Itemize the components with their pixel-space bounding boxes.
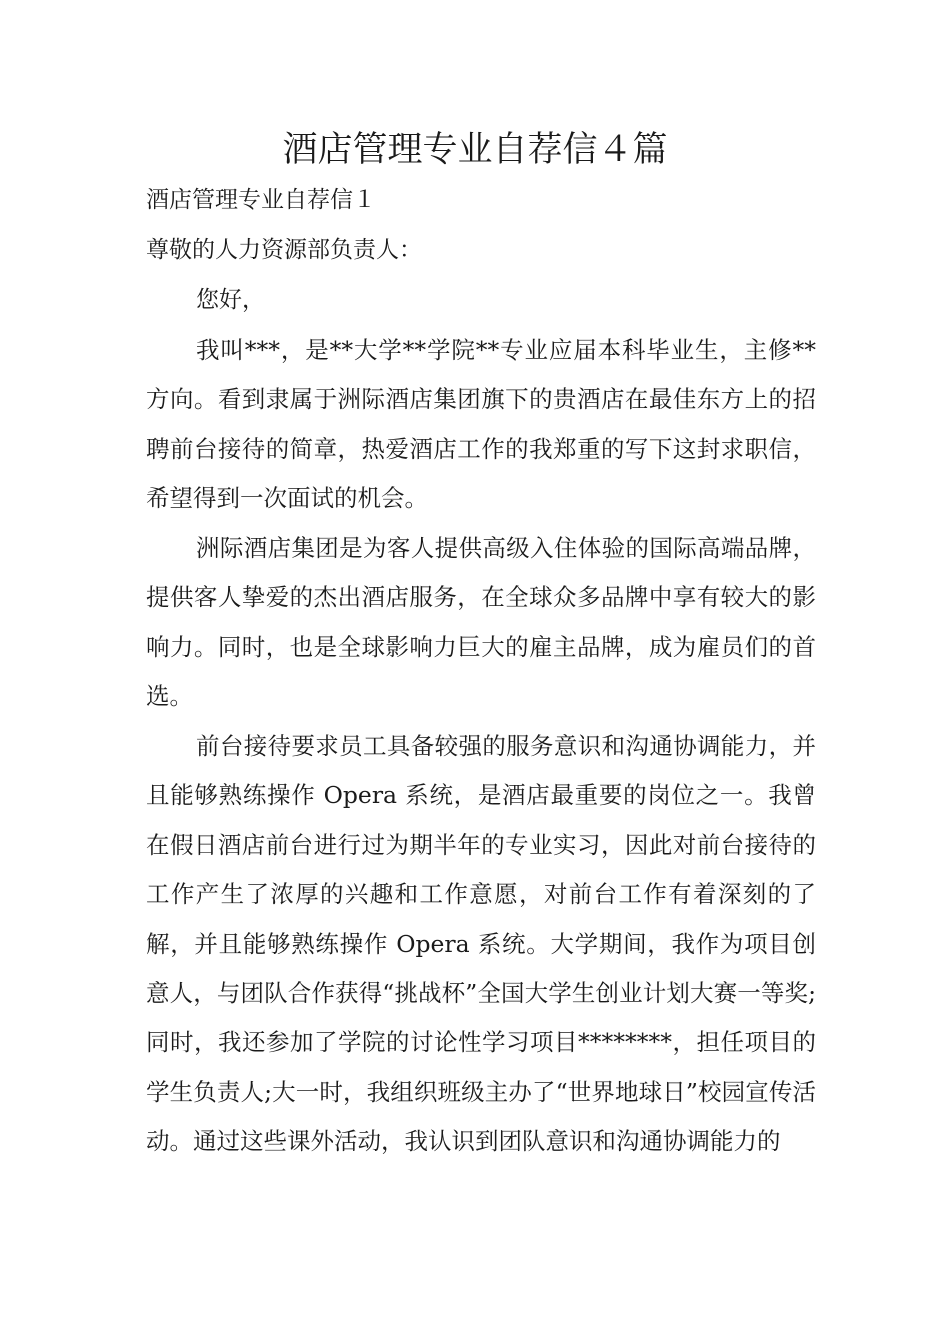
paragraph-introduction: 我叫***，是**大学**学院**专业应届本科毕业生，主修**方向。看到隶属于洲际酒店集团旗下的贵酒店在最佳东方上的招聘前台接待的简章，热爱酒店工作的我郑重的写下这封求职信，希望得到一次面试的机会。 [146,336,816,513]
greeting: 您好， [196,287,265,313]
letter-subtitle: 酒店管理专业自荐信１ [146,187,376,213]
salutation: 尊敬的人力资源部负责人： [146,237,422,263]
paragraph-experience: 前台接待要求员工具备较强的服务意识和沟通协调能力，并且能够熟练操作 Opera 系统，是酒店最重要的岗位之一。我曾在假日酒店前台进行过为期半年的专业实习，因此对前台接待的工作产生了浓厚的兴趣和工作意愿，对前台工作有着深刻的了解，并且能够熟练操作 Opera 系统。大学期间，我作为项目创意人，与团队合作获得“挑战杯”全国大学生创业计划大赛一等奖;同时，我还参加了学院的讨论性学习项目********，担任项目的学生负责人;大一时，我组织班级主办了“世界地球日”校园宣传活动。通过这些课外活动，我认识到团队意识和沟通协调能力的 [146,732,816,1156]
paragraph-company: 洲际酒店集团是为客人提供高级入住体验的国际高端品牌，提供客人挚爱的杰出酒店服务，在全球众多品牌中享有较大的影响力。同时，也是全球影响力巨大的雇主品牌，成为雇员们的首选。 [146,534,816,711]
document-title: 酒店管理专业自荐信４篇 [282,130,668,170]
